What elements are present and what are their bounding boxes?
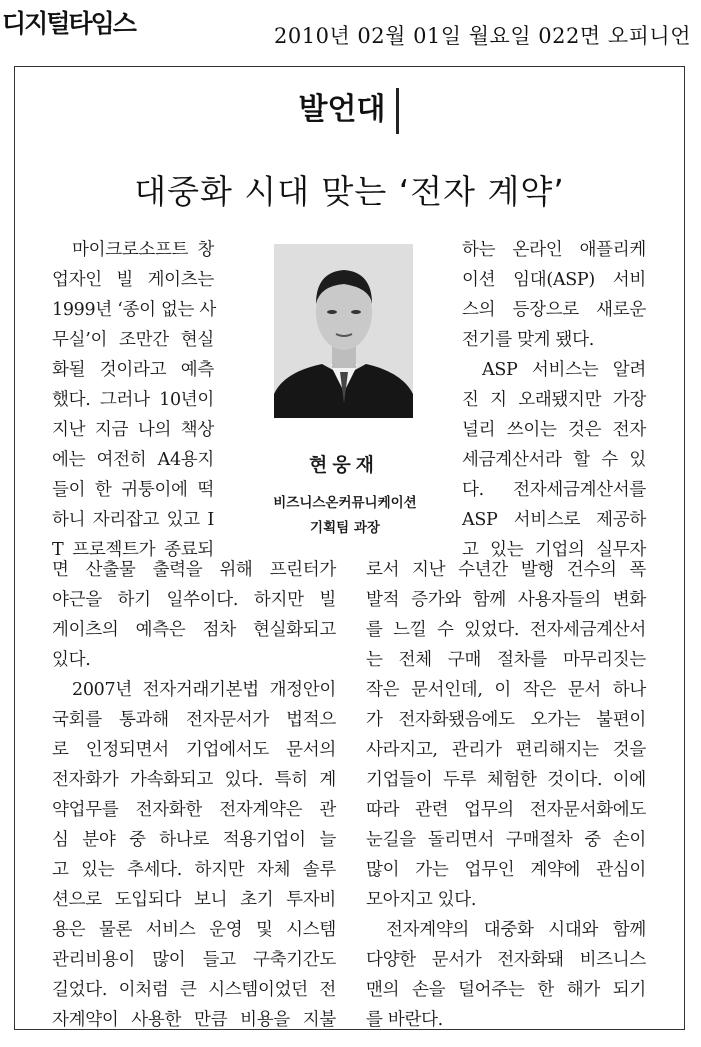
body-line: 따라 관련 업무의 전자문서화에도 (366, 800, 646, 820)
body-line: 맨의 손을 덜어주는 한 해가 되기 (366, 980, 646, 1000)
body-line: 국회를 통과해 전자문서가 법적으 (52, 710, 336, 730)
body-line: 2007년 전자거래기본법 개정안이 (72, 680, 336, 700)
author-title-line2: 기획팀 과장 (310, 520, 380, 536)
body-line: 용은 물론 서비스 운영 및 시스템 (52, 920, 336, 940)
author-photo (274, 244, 413, 418)
body-line: 업자인 빌 게이츠는 (52, 270, 214, 290)
author-portrait-photo (274, 244, 413, 418)
body-line: 이션 임대(ASP) 서비 (462, 270, 646, 290)
newspaper-logo: 디지털타임스 (2, 9, 135, 38)
body-line: 모아지고 있다. (366, 890, 477, 910)
author-title-line1: 비즈니스온커뮤니케이션 (273, 495, 417, 511)
body-line: 눈길을 돌리면서 구매절차 중 손이 (366, 830, 646, 850)
body-line: 다양한 문서가 전자화돼 비즈니스 (366, 950, 646, 970)
body-line: 를 느낄 수 있었다. 전자세금계산서 (366, 620, 646, 640)
body-line: 심 분야 중 하나로 적용기업이 늘 (52, 830, 336, 850)
body-line: 가 전자화됐음에도 오가는 불편이 (366, 710, 646, 730)
body-line: 들이 한 귀퉁이에 떡 (52, 480, 214, 500)
body-line: 했다. 그러나 10년이 (52, 390, 214, 410)
body-line: 전자계약의 대중화 시대와 함께 (386, 920, 646, 940)
body-line: 기업들이 두루 체험한 것이다. 이에 (366, 770, 646, 790)
body-line: 세금계산서라 할 수 있 (462, 450, 646, 470)
body-line: 화될 것이라고 예측 (52, 360, 214, 380)
dateline: 2010년 02월 01일 월요일 022면 오피니언 (274, 24, 691, 48)
body-line: ASP 서비스로 제공하 (462, 510, 646, 530)
body-line: 사라지고, 관리가 편리해지는 것을 (366, 740, 646, 760)
body-line: 야근을 하기 일쑤이다. 하지만 빌 (52, 590, 336, 610)
body-line: 약업무를 전자화한 전자계약은 관 (52, 800, 336, 820)
body-line: 고 있는 기업의 실무자 (462, 540, 646, 560)
column-name: 발언대 (298, 92, 386, 127)
body-line: 작은 문서인데, 이 작은 문서 하나 (366, 680, 646, 700)
body-line: 많이 가는 업무인 계약에 관심이 (366, 860, 646, 880)
body-line: 게이츠의 예측은 점차 현실화되고 (52, 620, 336, 640)
body-line: 하는 온라인 애플리케 (462, 240, 646, 260)
body-line: 면 산출물 출력을 위해 프린터가 (52, 560, 336, 580)
body-line: 진 지 오래됐지만 가장 (462, 390, 646, 410)
body-line: 로서 지난 수년간 발행 건수의 폭 (366, 560, 646, 580)
body-line: ASP 서비스는 알려 (482, 360, 646, 380)
body-line: 발적 증가와 함께 사용자들의 변화 (366, 590, 646, 610)
body-line: 하니 자리잡고 있고 I (52, 510, 214, 530)
body-line: 션으로 도입되다 보니 초기 투자비 (52, 890, 336, 910)
body-line: 를 바란다. (366, 1010, 443, 1030)
body-line: 전자화가 가속화되고 있다. 특히 계 (52, 770, 336, 790)
body-line: 지난 지금 나의 책상 (52, 420, 214, 440)
masthead (0, 0, 701, 48)
body-line: 에는 여전히 A4용지 (52, 450, 214, 470)
body-line: 전기를 맞게 됐다. (462, 330, 595, 350)
body-line: 로 인정되면서 기업에서도 문서의 (52, 740, 336, 760)
author-name: 현웅재 (308, 454, 380, 476)
body-line: 마이크로소프트 창 (72, 240, 214, 260)
body-line: 1999년 ‘종이 없는 사 (52, 300, 217, 320)
body-line: T 프로젝트가 종료되 (52, 540, 214, 560)
body-line: 는 전체 구매 절차를 마무리짓는 (366, 650, 646, 670)
body-line: 다. 전자세금계산서를 (462, 480, 646, 500)
body-line: 고 있는 추세다. 하지만 자체 솔루 (52, 860, 336, 880)
body-line: 길었다. 이처럼 큰 시스템이었던 전 (52, 980, 336, 1000)
body-line: 널리 쓰이는 것은 전자 (462, 420, 646, 440)
article-headline: 대중화 시대 맞는 ‘전자 계약’ (134, 172, 565, 211)
body-line: 스의 등장으로 새로운 (462, 300, 646, 320)
body-line: 무실’이 조만간 현실 (52, 330, 214, 350)
column-name-divider (396, 88, 399, 134)
body-line: 관리비용이 많이 들고 구축기간도 (52, 950, 336, 970)
body-line: 자계약이 사용한 만큼 비용을 지불 (52, 1010, 336, 1030)
body-line: 있다. (52, 650, 91, 670)
